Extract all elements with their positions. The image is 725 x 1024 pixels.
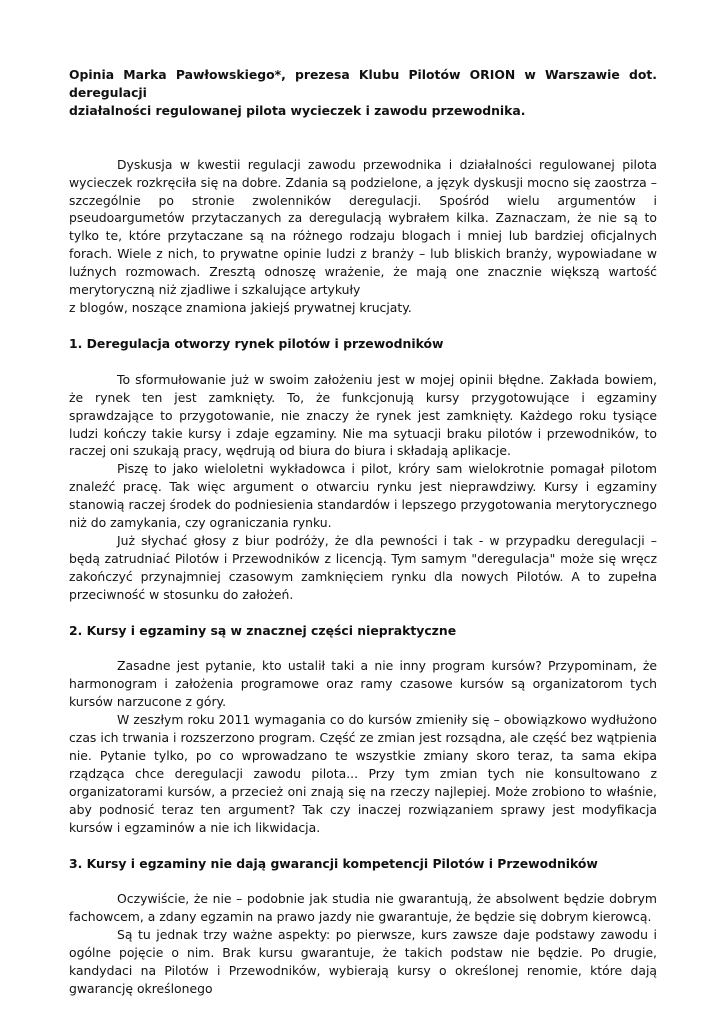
section-paragraph: To sformułowanie już w swoim założeniu jest w mojej opinii błędne. Zakłada bowiem, że rynek ten jest zamknięty. To, że funkcjonują kursy przygotowujące i egzaminy sprawdzające to przygotowanie, nie znaczy że rynek jest zamknięty. Każdego roku tysiące ludzi kończy takie kursy i zdaje egzaminy. Nie ma sytuacji braku pilotów i przewodników, to raczej oni szukają pracy, wędrują od biura do biura i składają aplikacje. — [69, 371, 657, 459]
section-1 — [69, 335, 657, 604]
section-3 — [69, 855, 657, 998]
section-paragraph: W zeszłym roku 2011 wymagania co do kursów zmieniły się – obowiązkowo wydłużono czas ich trwania i rozszerzono program. Część ze zmian jest rozsądna, ale część bez wątpienia nie. Pytanie tylko, po co wprowadzano te wszystkie zmiany skoro teraz, ta sama ekipa rządząca chce deregulacji zawodu pilota... Przy tym zmian tych nie konsultowano z organizatorami kursów, a przecież oni znają się na rzeczy najlepiej. Może zrobiono to właśnie, aby podnosić teraz ten argument? Tak czy inaczej rozwiązaniem sprawy jest modyfikacja kursów i egzaminów a nie ich likwidacja. — [69, 712, 657, 835]
section-paragraph: Już słychać głosy z biur podróży, że dla pewności i tak - w przypadku deregulacji – będą zatrudniać Pilotów i Przewodników z licencją. Tym samym "deregulacja" może się wręcz zakończyć przynajmniej czasowym zamknięciem rynku dla nowych Pilotów. A to zupełna przeciwność w stosunku do założeń. — [69, 532, 657, 602]
intro-paragraph: Dyskusja w kwestii regulacji zawodu przewodnika i działalności regulowanej pilota wycieczek rozkręciła się na dobre. Zdania są podzielone, a język dyskusji mocno się zaostrza – szczególnie po stronie zwolenników deregulacji. Spośród wielu argumentów i pseudoargumetów przytaczanych za deregulacją wybrałem kilka. Zaznaczam, że nie są to tylko te, które przytaczane są na różnego rodzaju blogach i mniej lub bardziej oficjalnych forach. Wiele z nich, to prywatne opinie ludzi z branży – lub bliskich branży, wypowiadane w luźnych rozmowach. Zresztą odnoszę wrażenie, że mają one znacznie większą wartość merytoryczną niż zjadliwe i szkalujące artykuły — [69, 156, 657, 298]
section-paragraph: Piszę to jako wieloletni wykładowca i pilot, króry sam wielokrotnie pomagał pilotom znaleźć pracę. Tak więc argument o otwarciu rynku jest nieprawdziwy. Kursy i egzaminy stanowią raczej środek do podniesienia standardów i lepszego przygotowania merytorycznego niż do zamykania, czy ograniczania rynku. — [69, 461, 657, 531]
section-paragraph: Zasadne jest pytanie, kto ustalił taki a nie inny program kursów? Przypominam, że harmonogram i założenia programowe oraz ramy czasowe kursów są organizatorom tych kursów narzucone z góry. — [69, 658, 657, 710]
section-heading: 3. Kursy i egzaminy nie dają gwarancji kompetencji Pilotów i Przewodników — [69, 855, 598, 871]
document-title — [69, 66, 657, 120]
title-line-2: działalności regulowanej pilota wycieczek i zawodu przewodnika. — [69, 102, 526, 118]
section-heading: 2. Kursy i egzaminy są w znacznej części niepraktyczne — [69, 622, 457, 638]
section-paragraph: Są tu jednak trzy ważne aspekty: po pierwsze, kurs zawsze daje podstawy zawodu i ogólne pojęcie o nim. Brak kursu gwarantuje, że takich podstaw nie będzie. Po drugie, kandydaci na Pilotów i Przewodników, wybierają kursy o określonej renomie, które dają gwarancję określonego — [69, 927, 657, 996]
intro-paragraph-tail: z blogów, noszące znamiona jakiejś prywatnej krucjaty. — [69, 299, 412, 315]
section-2 — [69, 622, 657, 837]
title-line-1: Opinia Marka Pawłowskiego*, prezesa Klubu Pilotów ORION w Warszawie dot. deregulacji — [69, 67, 657, 100]
intro-section — [69, 156, 657, 317]
section-heading: 1. Deregulacja otworzy rynek pilotów i przewodników — [69, 335, 444, 351]
section-paragraph: Oczywiście, że nie – podobnie jak studia nie gwarantują, że absolwent będzie dobrym fachowcem, a zdany egzamin na prawo jazdy nie gwarantuje, że będzie się dobrym kierowcą. — [69, 891, 657, 925]
